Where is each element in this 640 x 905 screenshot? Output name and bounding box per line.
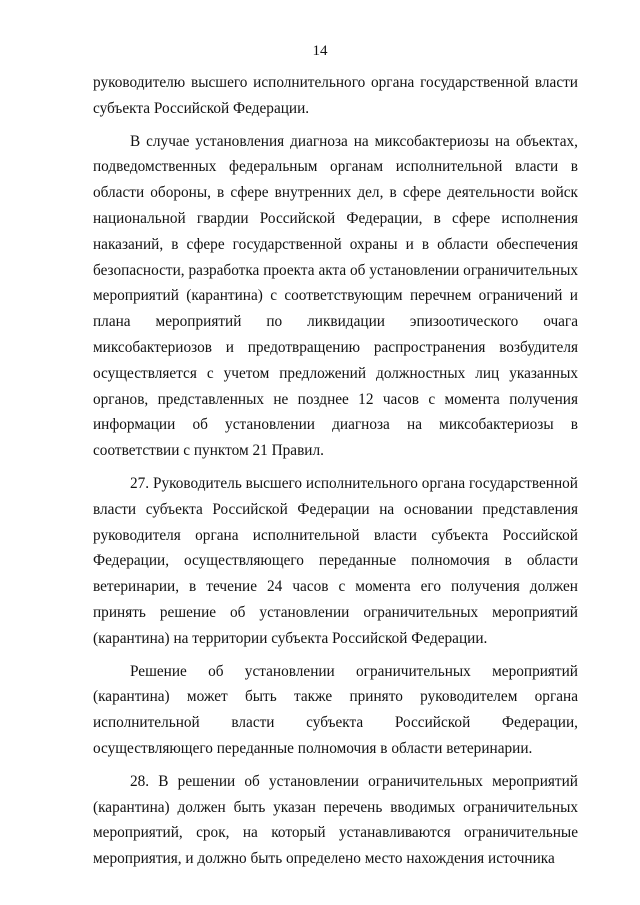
paragraph-item-28: 28. В решении об установлении ограничительных мероприятий (карантина) должен быть указан перечень вводимых ограничительных мероприятий, срок, на который устанавливаются ограничительные мероприятия, и должно быть определено место нахождения источника: [93, 772, 578, 868]
paragraph-continuation: руководителю высшего исполнительного органа государственной власти субъекта Российской Федерации.: [93, 74, 578, 117]
paragraph-diagnosis-agencies: В случае установления диагноза на миксобактериозы на объектах, подведомственных федеральным органам исполнительной власти в области обороны, в сфере внутренних дел, в сфере деятельности войск национальной гвардии Российской Федерации, в сфере исполнения наказаний, в сфере государственной охраны и в области обеспечения безопасности, разработка проекта акта об установлении ограничительных мероприятий (карантина) с соответствующим перечнем ограничений и плана мероприятий по ликвидации эпизоотического очага миксобактериозов и предотвращению распространения возбудителя осуществляется с учетом предложений должностных лиц указанных органов, представленных не позднее 12 часов с момента получения информации об установлении диагноза на миксобактериозы в соответствии с пунктом 21 Правил.: [93, 132, 578, 460]
page-number: 14: [312, 43, 328, 59]
document-body: [93, 70, 578, 872]
paragraph-decision-authority: Решение об установлении ограничительных мероприятий (карантина) может быть также принято руководителем органа исполнительной власти субъекта Российской Федерации, осуществляющего переданные полномочия в области ветеринарии.: [93, 662, 578, 757]
paragraph-item-27: 27. Руководитель высшего исполнительного органа государственной власти субъекта Российской Федерации на основании представления руководителя органа исполнительной власти субъекта Российской Федерации, осуществляющего переданные полномочия в области ветеринарии, в течение 24 часов с момента его получения должен принять решение об установлении ограничительных мероприятий (карантина) на территории субъекта Российской Федерации.: [93, 474, 578, 647]
